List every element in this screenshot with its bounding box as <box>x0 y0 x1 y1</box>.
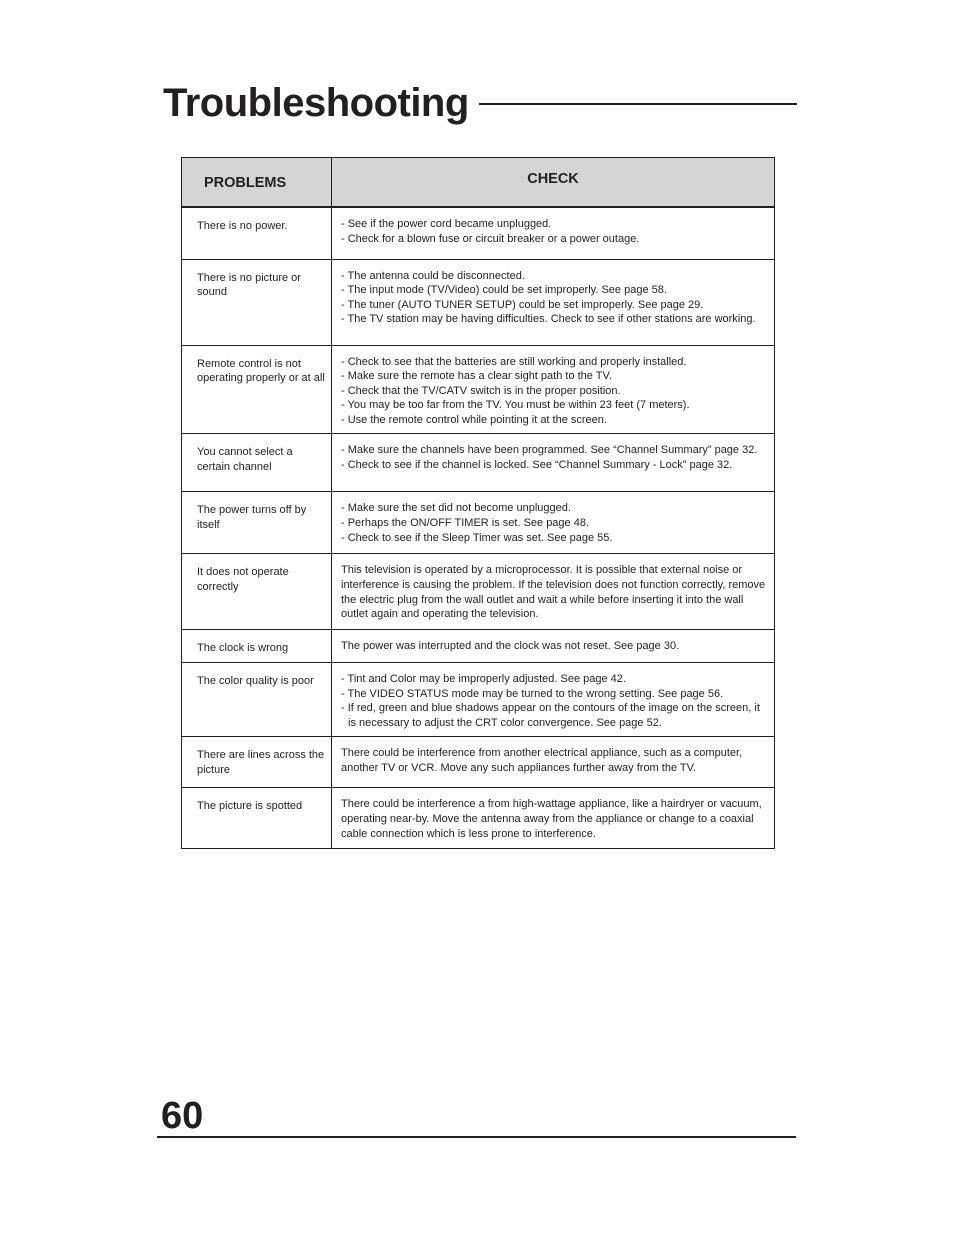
check-paragraph: The power was interrupted and the clock was not reset. See page 30. <box>341 640 680 653</box>
check-item: - The TV station may be having difficulties. Check to see if other stations are working. <box>341 313 756 326</box>
footer-rule <box>157 1136 796 1138</box>
problem-cell: There are lines across the picture <box>182 737 332 788</box>
check-item: - Use the remote control while pointing it at the screen. <box>341 413 607 426</box>
check-item: - Make sure the set did not become unplugged. <box>341 502 571 515</box>
check-list <box>341 217 768 246</box>
table-row <box>182 492 775 554</box>
page-title: Troubleshooting <box>163 81 469 125</box>
check-cell <box>332 345 775 434</box>
check-cell <box>332 663 775 737</box>
check-item: - The input mode (TV/Video) could be set improperly. See page 58. <box>341 284 667 297</box>
check-paragraph: There could be interference a from high-wattage appliance, like a hairdryer or vacuum, operating near-by. Move the antenna away from the appliance or change to a coaxial cable connection which is less prone to interference. <box>341 798 762 840</box>
check-item: - You may be too far from the TV. You must be within 23 feet (7 meters). <box>341 399 690 412</box>
table-row <box>182 788 775 849</box>
check-item: - The antenna could be disconnected. <box>341 269 525 282</box>
troubleshooting-table <box>181 157 775 849</box>
page-number: 60 <box>161 1095 204 1137</box>
check-item: - Check to see if the Sleep Timer was set. See page 55. <box>341 531 613 544</box>
problem-cell: It does not operate correctly <box>182 554 332 630</box>
check-item: - The tuner (AUTO TUNER SETUP) could be set improperly. See page 29. <box>341 298 704 311</box>
check-list <box>341 269 768 327</box>
check-item: - Check to see if the channel is locked. See “Channel Summary - Lock” page 32. <box>341 459 733 472</box>
check-list <box>341 672 768 730</box>
check-cell <box>332 737 775 788</box>
check-item: - See if the power cord became unplugged. <box>341 218 552 230</box>
table-row <box>182 630 775 663</box>
problems-column-header: PROBLEMS <box>182 158 332 208</box>
check-cell <box>332 434 775 492</box>
check-item: - Make sure the remote has a clear sight path to the TV. <box>341 370 612 383</box>
check-paragraph: This television is operated by a microprocessor. It is possible that external noise or interference is causing the problem. If the television does not function correctly, remove the electric plug from the wall outlet and wait a while before inserting it into the wall outlet again and operating the television. <box>341 564 766 621</box>
problem-cell: You cannot select a certain channel <box>182 434 332 492</box>
check-cell <box>332 788 775 849</box>
problem-cell: The clock is wrong <box>182 630 332 663</box>
check-list <box>341 501 768 545</box>
problem-cell: The picture is spotted <box>182 788 332 849</box>
check-item: - Check that the TV/CATV switch is in the proper position. <box>341 384 621 397</box>
check-cell <box>332 259 775 345</box>
check-cell <box>332 554 775 630</box>
title-rule <box>479 103 797 105</box>
table-row <box>182 737 775 788</box>
check-list <box>341 443 768 472</box>
problem-cell: There is no picture or sound <box>182 259 332 345</box>
check-item: - Tint and Color may be improperly adjusted. See page 42. <box>341 673 626 686</box>
check-item: - Perhaps the ON/OFF TIMER is set. See page 48. <box>341 517 590 530</box>
table-row <box>182 663 775 737</box>
check-item: - Check to see that the batteries are still working and properly installed. <box>341 355 687 368</box>
check-column-header: CHECK <box>332 158 775 208</box>
check-paragraph: There could be interference from another electrical appliance, such as a computer, another TV or VCR. Move any such appliances further away from the TV. <box>341 747 743 775</box>
check-item: - Check for a blown fuse or circuit breaker or a power outage. <box>341 232 640 245</box>
check-cell <box>332 207 775 259</box>
table-row <box>182 345 775 434</box>
check-item: - The VIDEO STATUS mode may be turned to the wrong setting. See page 56. <box>341 687 724 700</box>
problem-cell: There is no power. <box>182 207 332 259</box>
check-cell <box>332 630 775 663</box>
problem-cell: The power turns off by itself <box>182 492 332 554</box>
table-body <box>182 207 775 849</box>
table-row <box>182 554 775 630</box>
problem-cell: The color quality is poor <box>182 663 332 737</box>
check-cell <box>332 492 775 554</box>
problem-cell: Remote control is not operating properly or at all <box>182 345 332 434</box>
table-row <box>182 259 775 345</box>
table-row <box>182 207 775 259</box>
table-row <box>182 434 775 492</box>
check-list <box>341 355 768 428</box>
check-item: - Make sure the channels have been programmed. See “Channel Summary” page 32. <box>341 444 758 457</box>
table-header-row <box>182 158 775 208</box>
check-item: - If red, green and blue shadows appear on the contours of the image on the screen, it is necessary to adjust the CRT color convergence. See page 52. <box>341 702 760 729</box>
